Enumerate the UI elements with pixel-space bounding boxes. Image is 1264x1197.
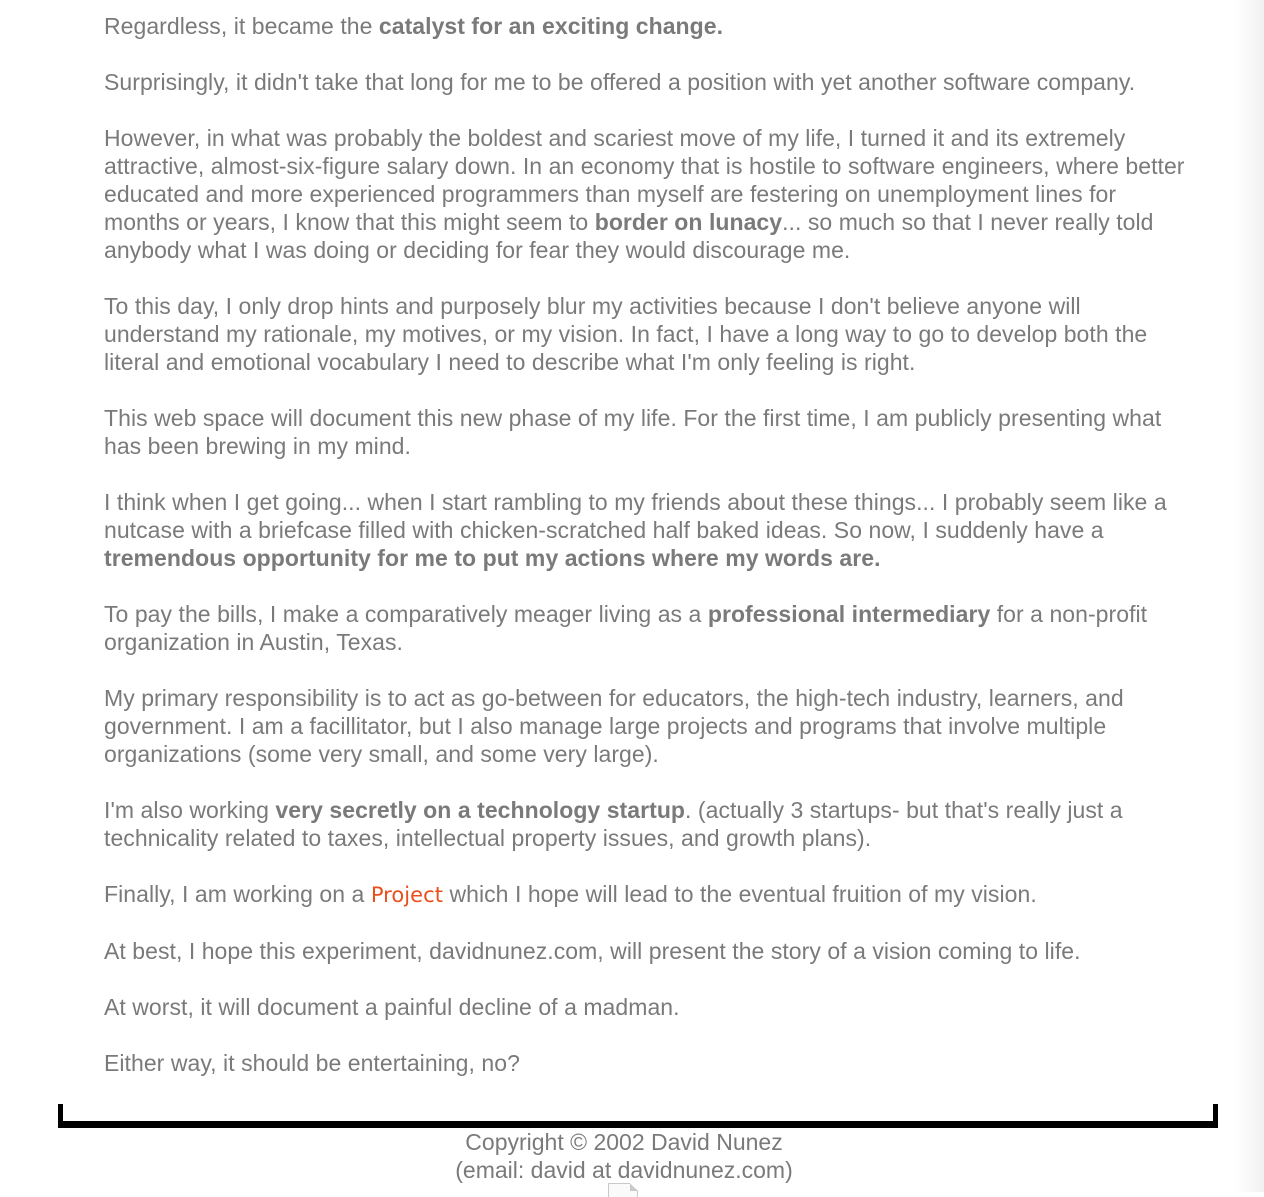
paragraph-rambling: I think when I get going... when I start rambling to my friends about these things... I probably seem like a nutcase with a briefcase filled with chicken-scratched half baked ideas. So now, I suddenly have a tremendous opportunity for me to put my actions where my words are. — [104, 489, 1167, 571]
page-footer — [0, 1128, 1248, 1184]
copyright-text: Copyright © 2002 David Nunez — [465, 1129, 783, 1155]
paragraph-responsibility: My primary responsibility is to act as go-between for educators, the high-tech industry, learners, and government. I am a facillitator, but I also manage large projects and programs that involve multiple organizations (some very small, and some very large). — [104, 685, 1124, 767]
content-frame-bottom-border — [58, 1104, 1218, 1128]
article-body — [104, 12, 1194, 1105]
bold-intermediary: professional intermediary — [707, 601, 991, 627]
email-text: (email: david at davidnunez.com) — [455, 1157, 793, 1183]
broken-image-icon — [608, 1183, 638, 1197]
bold-opportunity: tremendous opportunity for me to put my actions where my words are. — [104, 545, 881, 571]
paragraph-at-best: At best, I hope this experiment, davidnunez.com, will present the story of a vision coming to life. — [104, 938, 1081, 964]
paragraph-web-space: This web space will document this new phase of my life. For the first time, I am publicly presenting what has been brewing in my mind. — [104, 405, 1162, 459]
paragraph-either-way: Either way, it should be entertaining, no? — [104, 1050, 520, 1076]
paragraph-at-worst: At worst, it will document a painful decline of a madman. — [104, 994, 680, 1020]
paragraph-project: Finally, I am working on a Project which I hope will lead to the eventual fruition of my vision. — [104, 881, 1037, 907]
paragraph-salary-decision: However, in what was probably the boldest and scariest move of my life, I turned it and its extremely attractive, almost-six-figure salary down. In an economy that is hostile to software engineers, where better educated and more experienced programmers than myself are festering on unemployment lines for months or years, I know that this might seem to border on lunacy... so much so that I never really told anybody what I was doing or deciding for fear they would discourage me. — [104, 125, 1185, 263]
bold-startup: very secretly on a technology startup — [275, 797, 686, 823]
right-edge-shade — [1234, 0, 1264, 1192]
bold-catalyst: catalyst for an exciting change. — [378, 13, 724, 39]
paragraph-pay-bills: To pay the bills, I make a comparatively meager living as a professional intermediary for a non-profit organization in Austin, Texas. — [104, 601, 1148, 655]
paragraph-catalyst: Regardless, it became the catalyst for an exciting change. — [104, 13, 724, 39]
paragraph-position-offer: Surprisingly, it didn't take that long for me to be offered a position with yet another software company. — [104, 69, 1136, 95]
project-link[interactable]: Project — [370, 883, 444, 907]
bold-lunacy: border on lunacy — [594, 209, 783, 235]
paragraph-hints: To this day, I only drop hints and purposely blur my activities because I don't believe anyone will understand my rationale, my motives, or my vision. In fact, I have a long way to go to develop both the literal and emotional vocabulary I need to describe what I'm only feeling is right. — [104, 293, 1148, 375]
paragraph-startup: I'm also working very secretly on a technology startup. (actually 3 startups- but that's really just a technicality related to taxes, intellectual property issues, and growth plans). — [104, 797, 1123, 851]
